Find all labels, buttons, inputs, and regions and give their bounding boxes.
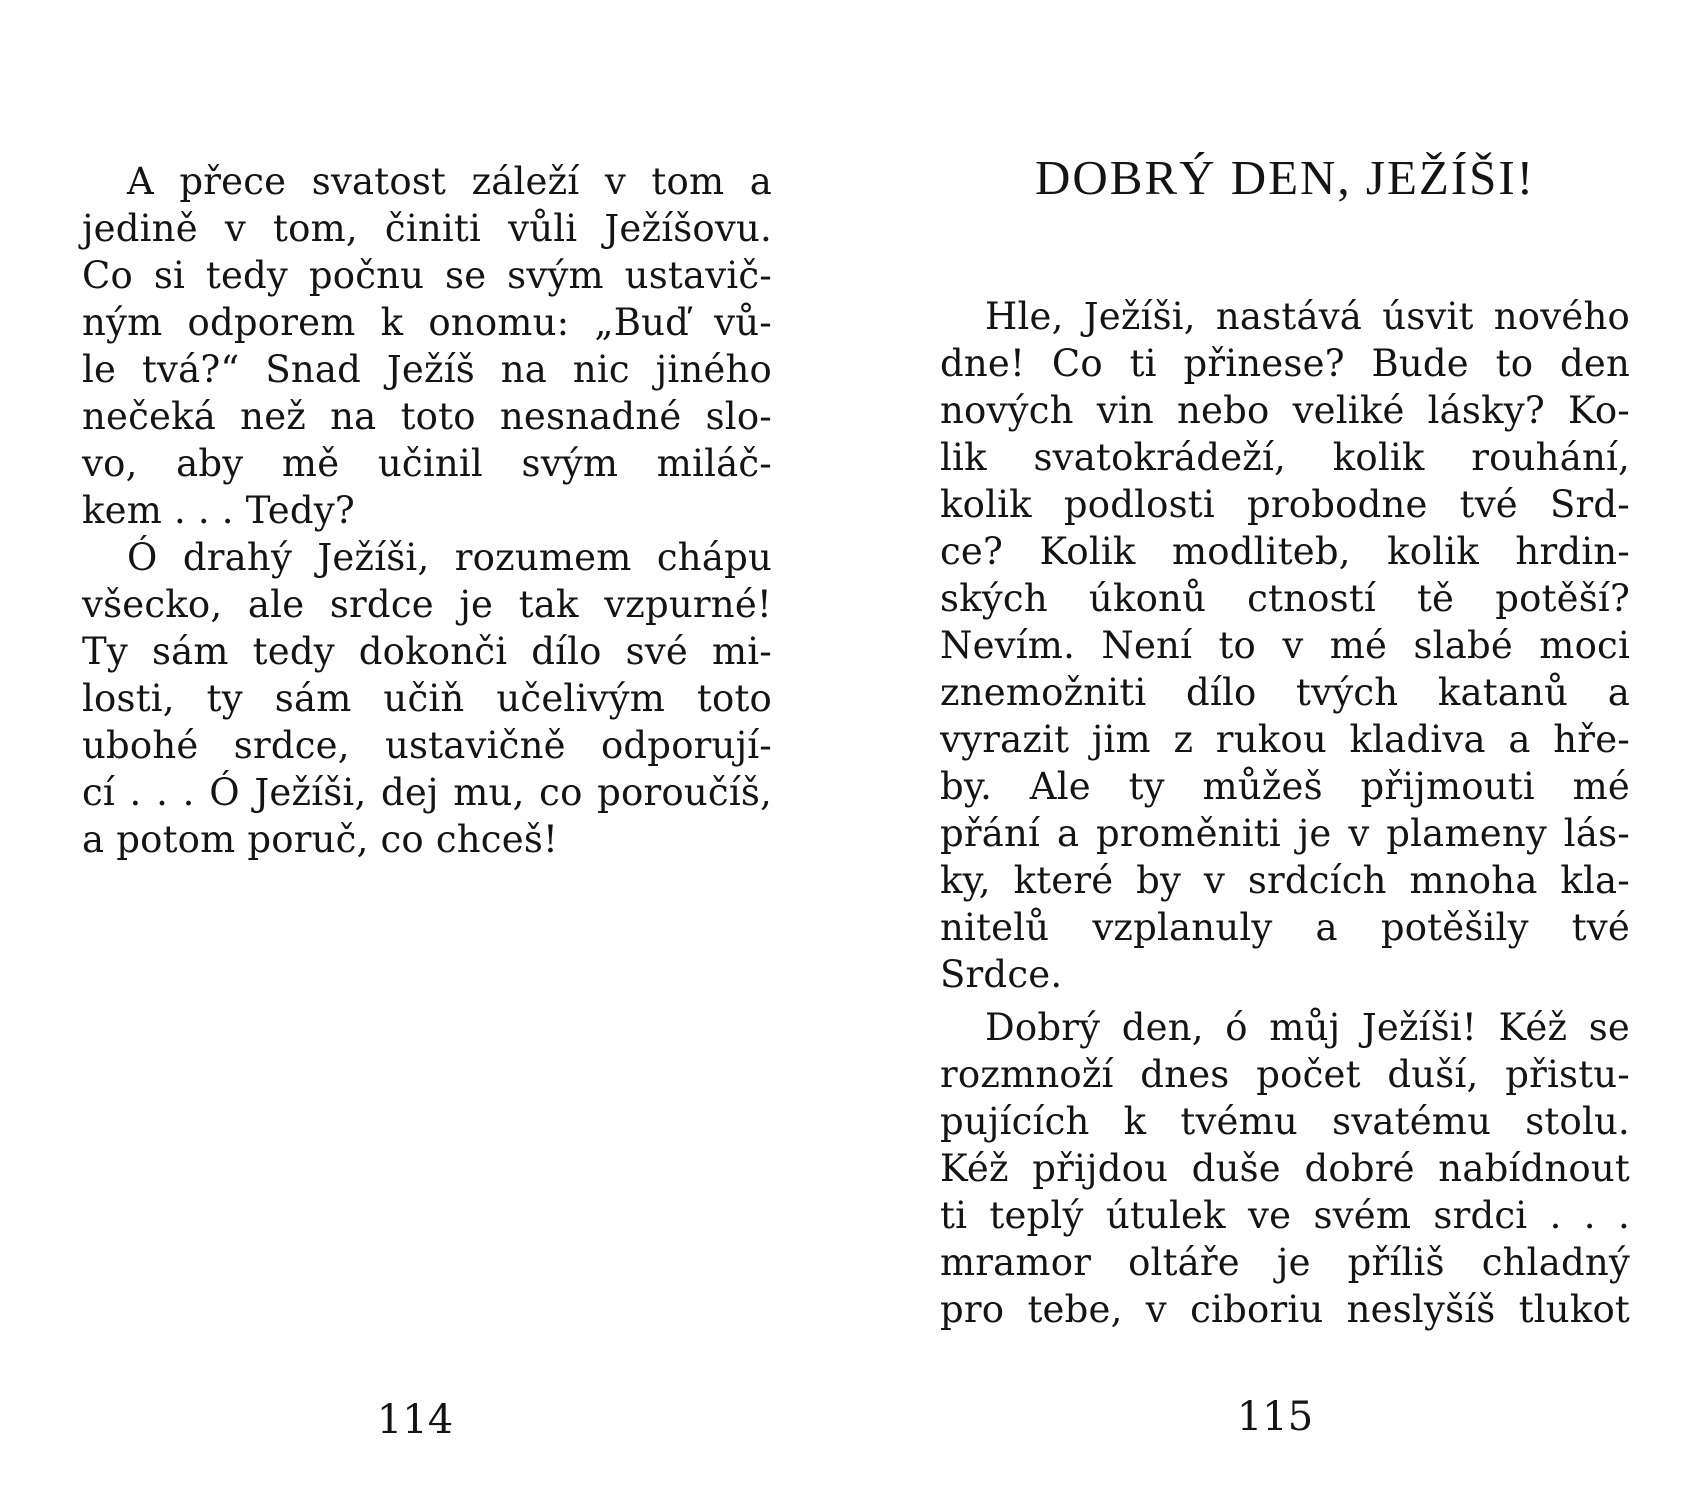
page-number: 114 xyxy=(376,1397,454,1443)
text-line: ských úkonů ctností tě potěší? xyxy=(940,577,1630,620)
text-line: jedině v tom, činiti vůli Ježíšovu. xyxy=(82,207,772,250)
text-line: cí . . . Ó Ježíši, dej mu, co poroučíš, xyxy=(82,771,772,814)
text-line: vyrazit jim z rukou kladiva a hře- xyxy=(940,718,1630,761)
text-line: Kéž přijdou duše dobré nabídnout xyxy=(940,1147,1630,1190)
text-line: Ó drahý Ježíši, rozumem chápu xyxy=(127,536,772,579)
text-line: le tvá?“ Snad Ježíš na nic jiného xyxy=(82,348,772,391)
text-line: Nevím. Není to v mé slabé moci xyxy=(940,624,1630,667)
text-line: Co si tedy počnu se svým ustavič- xyxy=(82,254,772,297)
text-line: ce? Kolik modliteb, kolik hrdin- xyxy=(940,530,1630,573)
text-line: ky, které by v srdcích mnoha kla- xyxy=(940,859,1630,902)
text-line: lik svatokrádeží, kolik rouhání, xyxy=(940,436,1630,479)
chapter-title: DOBRÝ DEN, JEŽÍŠI! xyxy=(1034,150,1536,205)
text-line: a potom poruč, co chceš! xyxy=(82,818,559,861)
text-line: znemožniti dílo tvých katanů a xyxy=(940,671,1630,714)
text-line: Ty sám tedy dokonči dílo své mi- xyxy=(82,630,772,673)
text-line: kem . . . Tedy? xyxy=(82,489,355,532)
text-line: by. Ale ty můžeš přijmouti mé xyxy=(940,765,1630,808)
text-line: pujících k tvému svatému stolu. xyxy=(940,1100,1630,1143)
text-line: nových vin nebo veliké lásky? Ko- xyxy=(940,389,1630,432)
text-line: ubohé srdce, ustavičně odporují- xyxy=(82,724,772,767)
text-line: všecko, ale srdce je tak vzpurné! xyxy=(82,583,772,626)
text-line: mramor oltáře je příliš chladný xyxy=(940,1241,1630,1284)
text-line: dne! Co ti přinese? Bude to den xyxy=(940,342,1630,385)
text-line: Hle, Ježíši, nastává úsvit nového xyxy=(985,295,1630,338)
page-number: 115 xyxy=(1236,1394,1314,1440)
text-line: losti, ty sám učiň učelivým toto xyxy=(82,677,772,720)
text-line: vo, aby mě učinil svým miláč- xyxy=(82,442,772,485)
text-line: přání a proměniti je v plameny lás- xyxy=(940,812,1630,855)
text-line: Srdce. xyxy=(940,953,1063,996)
text-line: ti teplý útulek ve svém srdci . . . xyxy=(940,1194,1630,1237)
text-line: pro tebe, v ciboriu neslyšíš tlukot xyxy=(940,1288,1630,1331)
text-line: ným odporem k onomu: „Buď vů- xyxy=(82,301,772,344)
text-line: rozmnoží dnes počet duší, přistu- xyxy=(940,1053,1630,1096)
text-line: nečeká než na toto nesnadné slo- xyxy=(82,395,772,438)
text-line: kolik podlosti probodne tvé Srd- xyxy=(940,483,1630,526)
text-line: A přece svatost záleží v tom a xyxy=(127,160,772,203)
text-line: nitelů vzplanuly a potěšily tvé xyxy=(940,906,1630,949)
text-line: Dobrý den, ó můj Ježíši! Kéž se xyxy=(985,1006,1630,1049)
